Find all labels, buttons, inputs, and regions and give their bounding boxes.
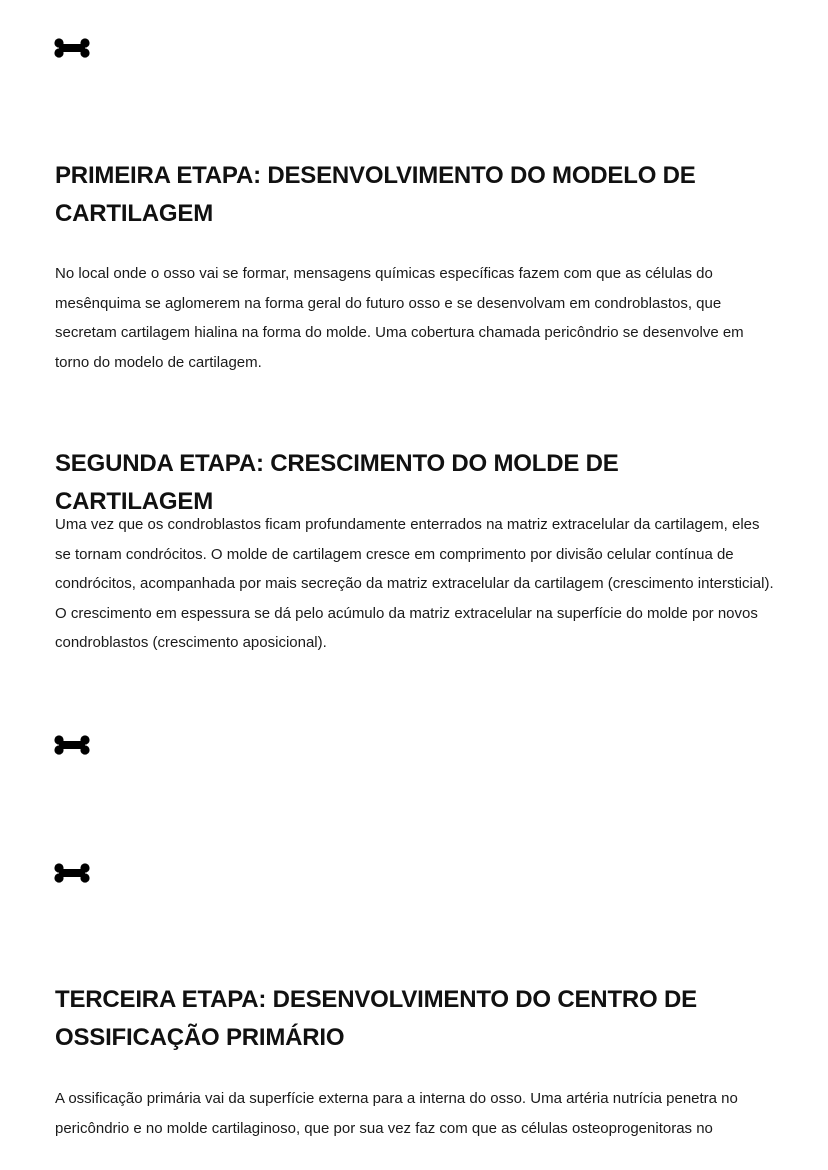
section-title-1: PRIMEIRA ETAPA: DESENVOLVIMENTO DO MODELO DE CARTILAGEM: [55, 162, 696, 227]
section-title-3: TERCEIRA ETAPA: DESENVOLVIMENTO DO CENTRO DE OSSIFICAÇÃO PRIMÁRIO: [55, 986, 697, 1051]
bone-icon: [54, 863, 90, 883]
section-body-2: Uma vez que os condroblastos ficam profundamente enterrados na matriz extracelular da cartilagem, eles se tornam condrócitos. O molde de cartilagem cresce em comprimento por divisão celular contínua de condrócitos, acompanhada por mais secreção da matriz extracelular da cartilagem (crescimento intersticial). O crescimento em espessura se dá pelo acúmulo da matriz extracelular na superfície do molde por novos condroblastos (crescimento aposicional).: [55, 516, 774, 652]
section-body-1: No local onde o osso vai se formar, mensagens químicas específicas fazem com que as células do mesênquima se aglomerem na forma geral do futuro osso e se desenvolvam em condroblastos, que secretam cartilagem hialina na forma do molde. Uma cobertura chamada pericôndrio se desenvolve em torno do modelo de cartilagem.: [55, 265, 744, 371]
section-body-3: A ossificação primária vai da superfície externa para a interna do osso. Uma artéria nutrícia penetra no pericôndrio e no molde cartilaginoso, que por sua vez faz com que as células osteoprogenitoras no: [55, 1090, 738, 1137]
bone-icon: [54, 735, 90, 755]
bone-icon: [54, 38, 90, 58]
section-title-2: SEGUNDA ETAPA: CRESCIMENTO DO MOLDE DE CARTILAGEM: [55, 450, 619, 515]
